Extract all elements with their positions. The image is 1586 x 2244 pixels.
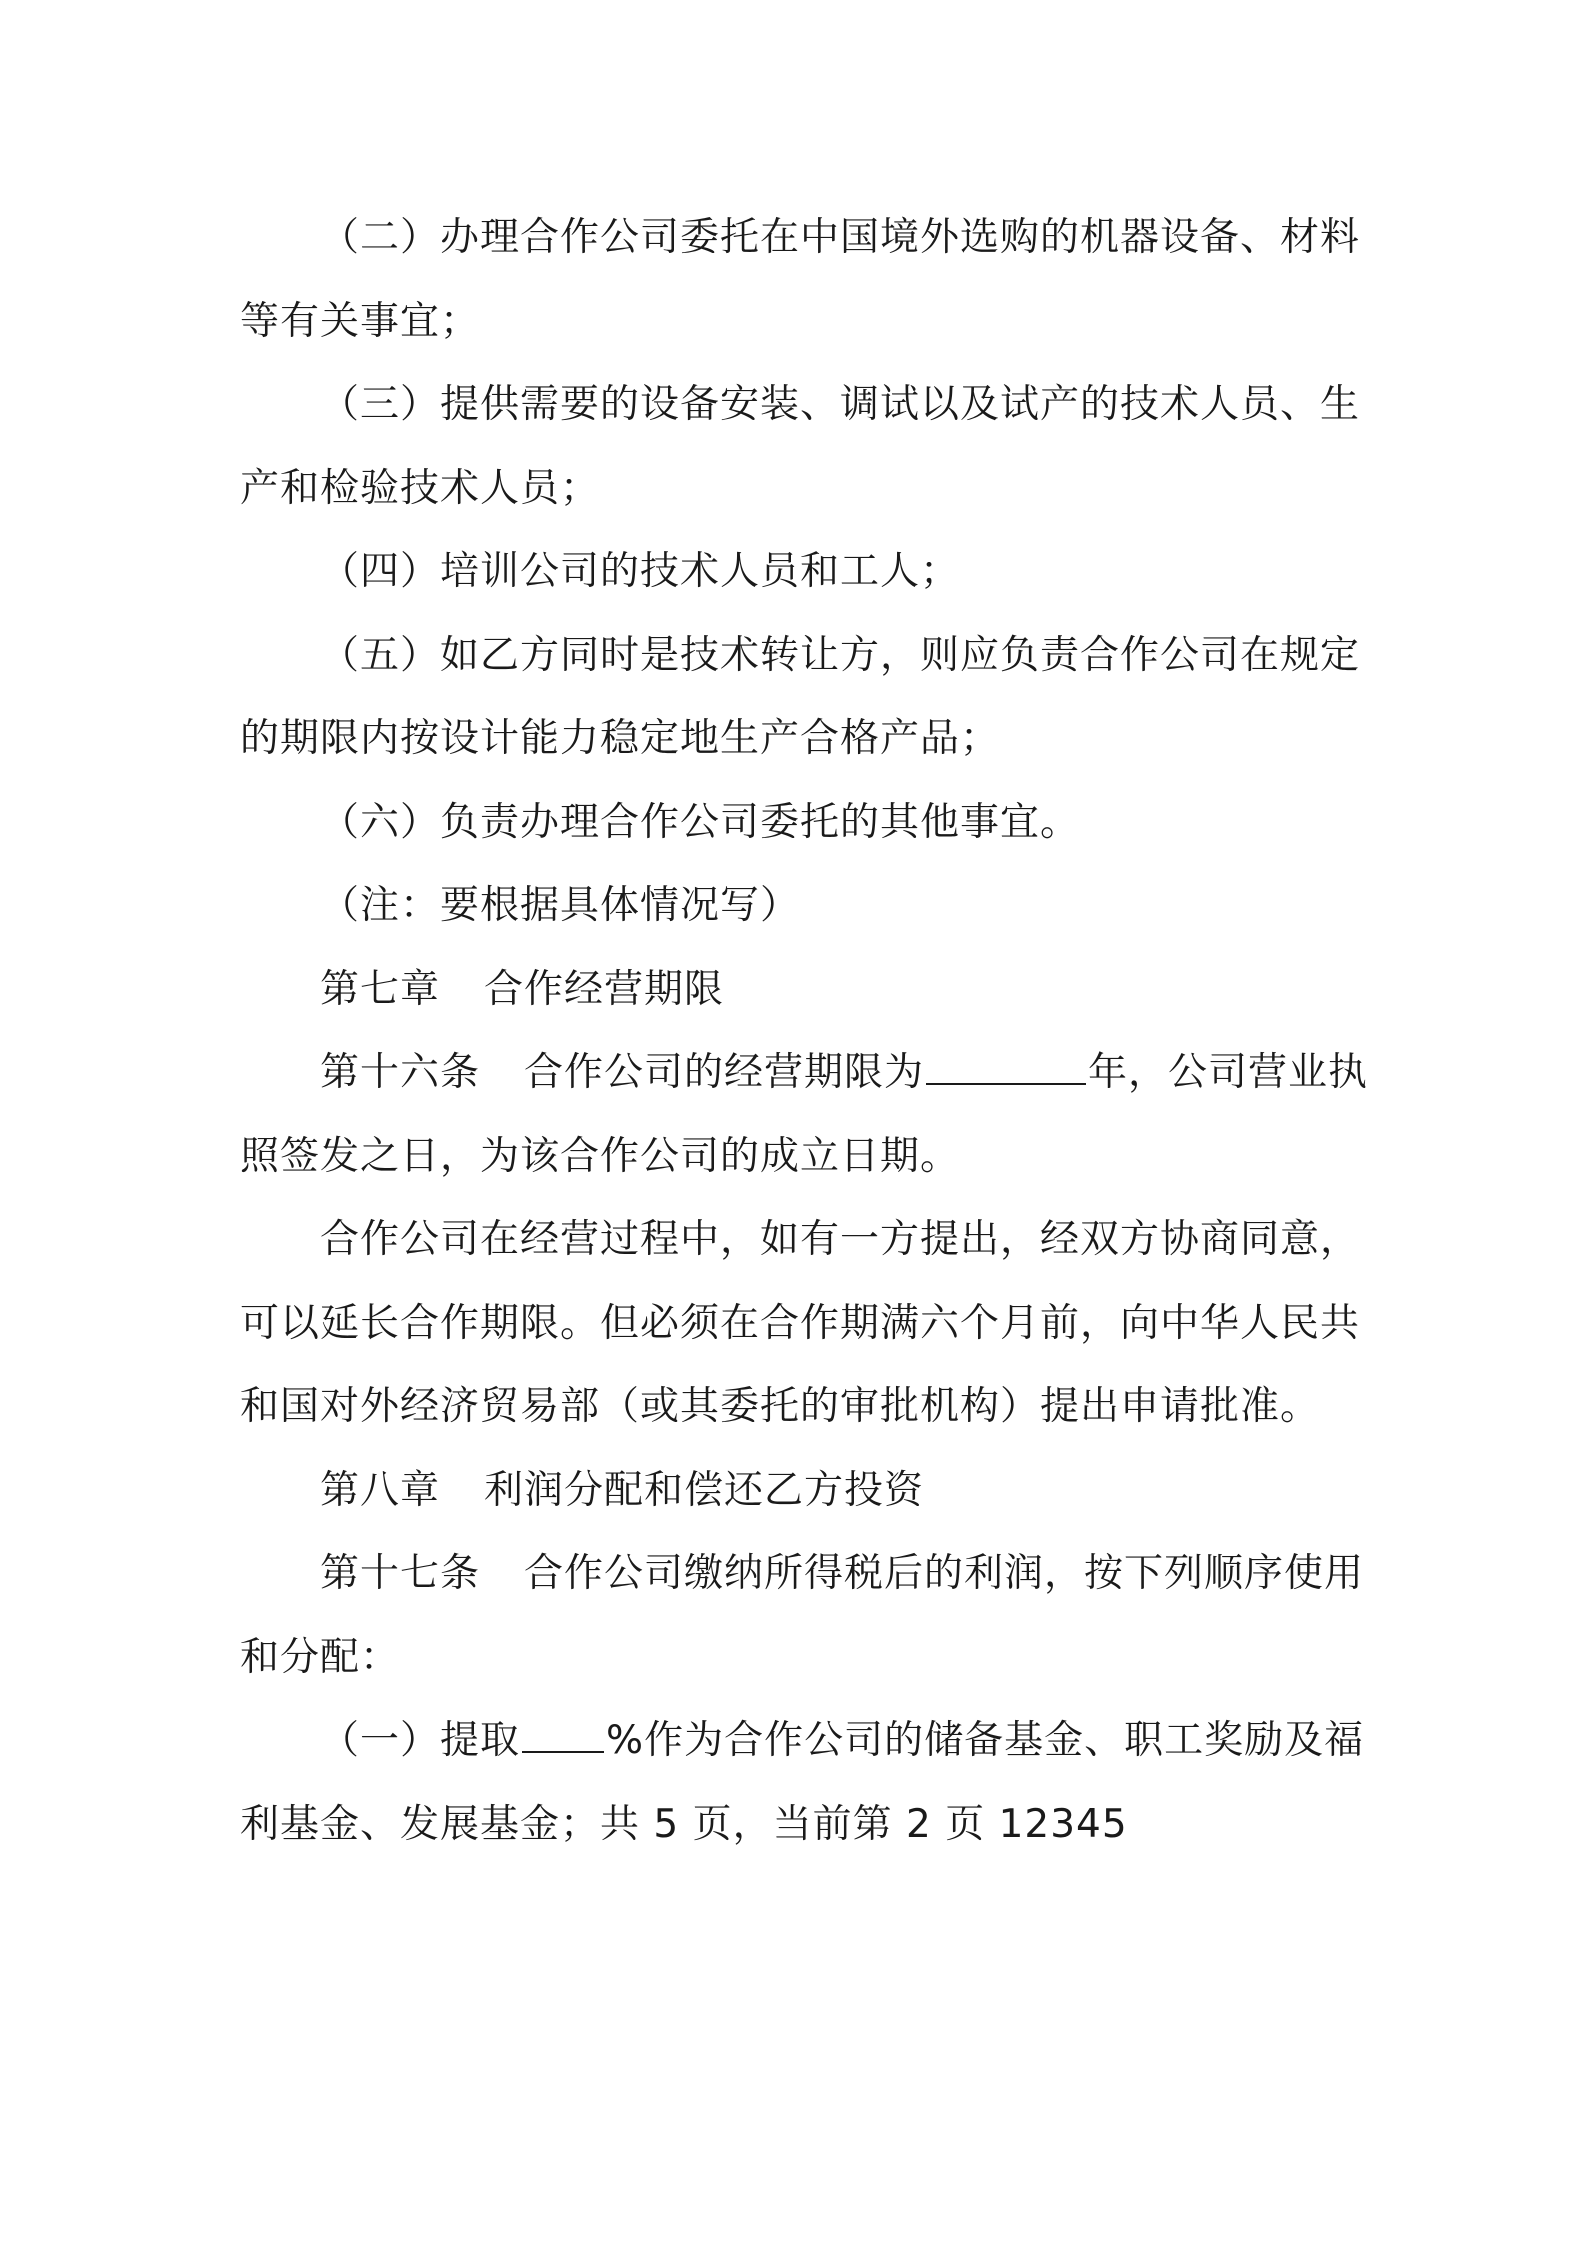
clause-5-line-1: （五）如乙方同时是技术转让方，则应负责合作公司在规定 [320, 632, 1361, 678]
clause-3-line-2: 产和检验技术人员； [240, 465, 601, 511]
article-16-number: 第十六条 [320, 1050, 481, 1095]
clause-5-line-2: 的期限内按设计能力稳定地生产合格产品； [240, 716, 1001, 761]
chapter-8-title: 利润分配和偿还乙方投资 [484, 1467, 925, 1513]
article-17-line-2: 和分配： [240, 1634, 401, 1680]
clause-2-line-1: （二）办理合作公司委托在中国境外选购的机器设备、材料 [320, 215, 1361, 260]
item-1-line-1 [240, 1699, 1365, 1783]
item-1-text-a: （一）提取 [320, 1718, 521, 1763]
note: （注：要根据具体情况写） [320, 883, 801, 928]
clause-3-line-1: （三）提供需要的设备安装、调试以及试产的技术人员、生 [320, 382, 1361, 427]
clause-4: （四）培训公司的技术人员和工人； [320, 549, 961, 594]
article-16-text-b: 年，公司营业执 [1088, 1050, 1369, 1095]
chapter-7-heading [240, 948, 1350, 1032]
extension-line-1: 合作公司在经营过程中，如有一方提出，经双方协商同意， [320, 1217, 1361, 1262]
clause-2-line-2: 等有关事宜； [240, 298, 481, 344]
chapter-8-heading [240, 1449, 1350, 1533]
item-1-line-2-with-page-info: 利基金、发展基金；共 5 页，当前第 2 页 12345 [240, 1801, 1128, 1847]
document-body [240, 196, 1369, 1866]
chapter-7-number: 第七章 [320, 966, 441, 1012]
article-17-text: 合作公司缴纳所得税后的利润，按下列顺序使用 [524, 1551, 1365, 1596]
percentage-blank [522, 1719, 604, 1753]
clause-6: （六）负责办理合作公司委托的其他事宜。 [320, 799, 1081, 845]
extension-line-2: 可以延长合作期限。但必须在合作期满六个月前，向中华人民共 [240, 1300, 1361, 1346]
extension-line-3: 和国对外经济贸易部（或其委托的审批机构）提出申请批准。 [240, 1384, 1321, 1429]
article-16-line-1 [240, 1031, 1369, 1115]
term-years-blank [926, 1051, 1086, 1085]
chapter-8-number: 第八章 [320, 1467, 441, 1513]
chapter-7-title: 合作经营期限 [484, 966, 725, 1012]
article-16-text-a: 合作公司的经营期限为 [524, 1050, 925, 1095]
article-17-number: 第十七条 [320, 1551, 481, 1596]
article-17-line-1 [240, 1532, 1365, 1616]
item-1-text-b: %作为合作公司的储备基金、职工奖励及福 [606, 1718, 1365, 1763]
article-16-line-2: 照签发之日，为该合作公司的成立日期。 [240, 1133, 961, 1179]
